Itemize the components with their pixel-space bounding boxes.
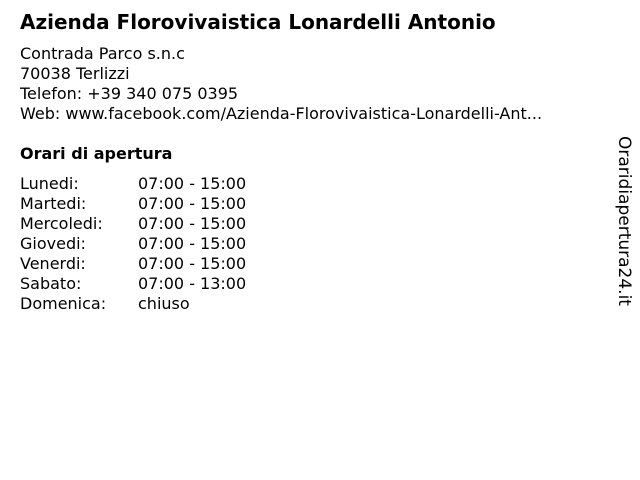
time-range: chiuso [138,294,190,313]
hours-row-sunday [20,294,246,314]
time-range: 07:00 - 15:00 [138,254,247,273]
time-range: 07:00 - 15:00 [138,194,247,213]
city-postal: 70038 Terlizzi [20,64,130,83]
day-label: Martedi: [20,194,87,213]
hours-row-tuesday [20,194,246,214]
street-address: Contrada Parco s.n.c [20,44,185,63]
day-label: Domenica: [20,294,107,313]
phone-number: Telefon: +39 340 075 0395 [20,84,239,103]
day-label: Giovedi: [20,234,86,253]
hours-row-saturday [20,274,246,294]
website-link: Web: www.facebook.com/Azienda-Florovivaistica-Lonardelli-Ant... [20,104,543,123]
hours-row-friday [20,254,246,274]
day-label: Sabato: [20,274,82,293]
time-range: 07:00 - 15:00 [138,234,247,253]
day-label: Lunedi: [20,174,79,193]
hours-row-thursday [20,234,246,254]
site-brand-vertical [612,133,636,309]
time-range: 07:00 - 15:00 [138,174,247,193]
hours-row-monday [20,174,246,194]
time-range: 07:00 - 15:00 [138,214,247,233]
opening-hours-heading: Orari di apertura [20,144,173,163]
business-name: Azienda Florovivaistica Lonardelli Antonio [20,10,496,34]
business-contact-block [20,44,542,124]
opening-hours-table [20,174,246,314]
hours-row-wednesday [20,214,246,234]
site-brand-text: Oraridiapertura24.it [614,136,634,306]
day-label: Mercoledi: [20,214,103,233]
day-label: Venerdi: [20,254,86,273]
time-range: 07:00 - 13:00 [138,274,247,293]
